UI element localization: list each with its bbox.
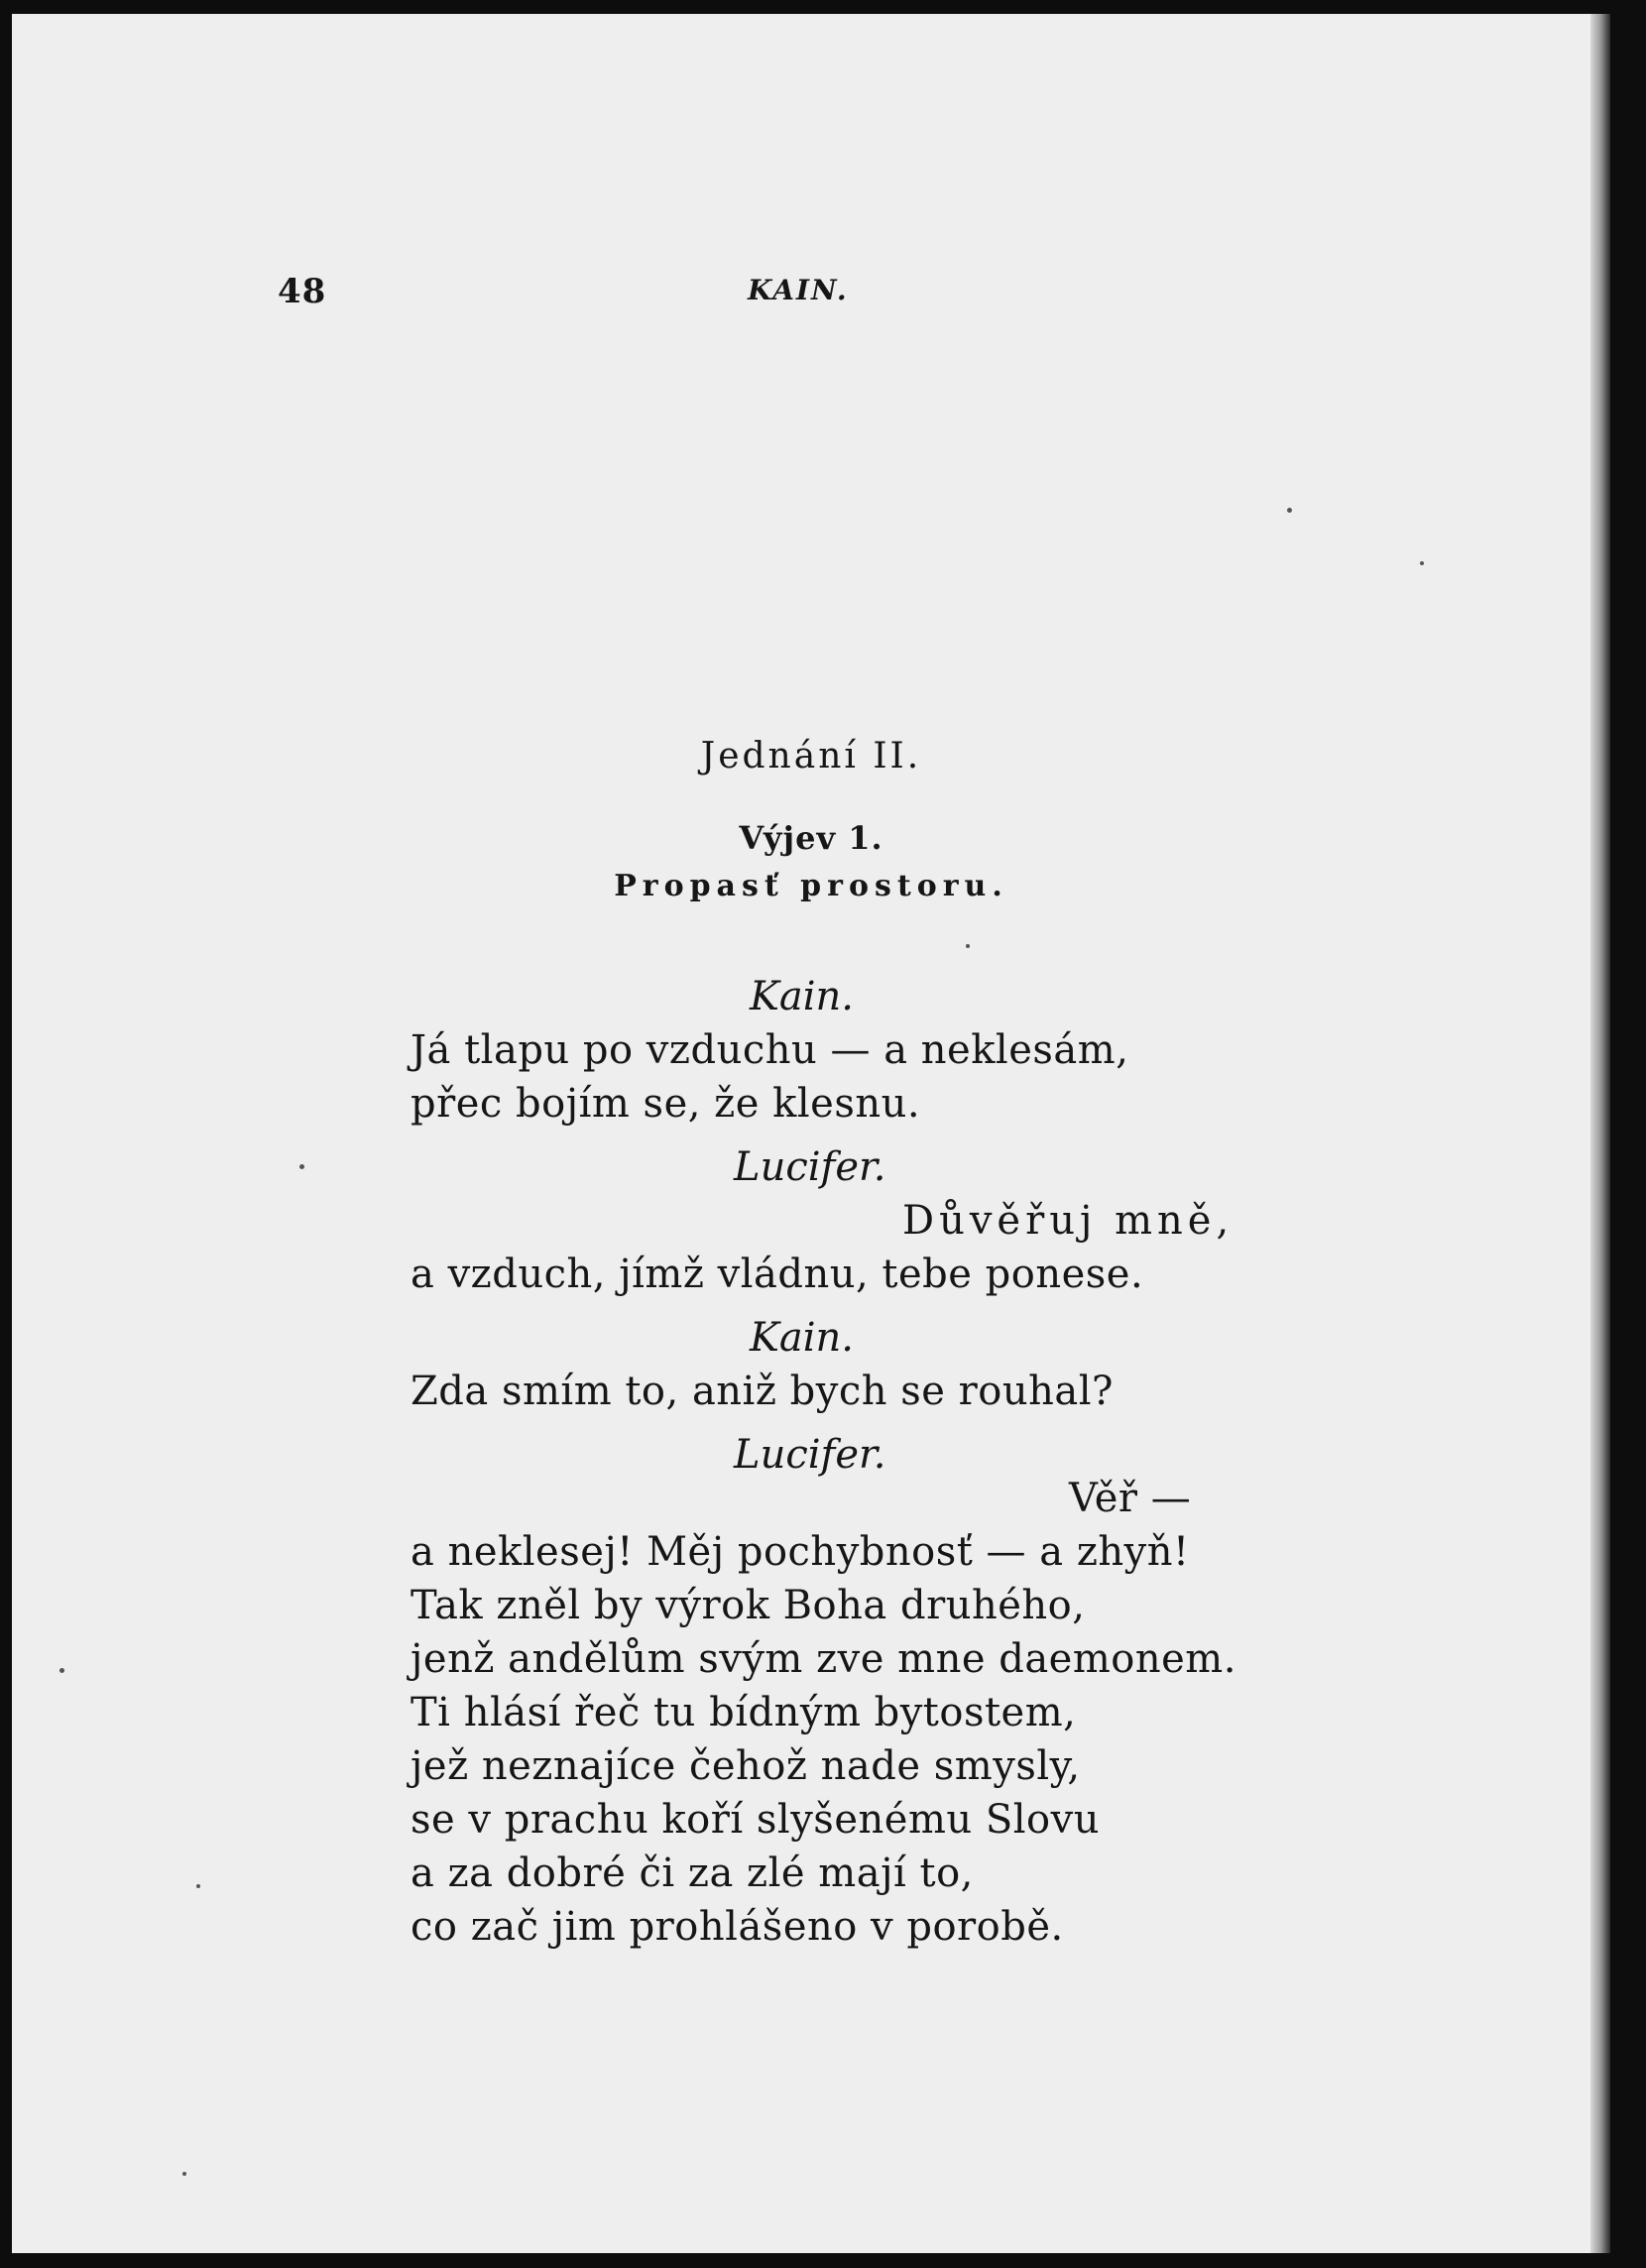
scene-setting: Propasť prostoru. [614, 869, 1008, 903]
verse-line: a vzduch, jímž vládnu, tebe ponese. [411, 1252, 1144, 1297]
act-heading: Jednání II. [700, 736, 922, 776]
paper-speck [59, 1668, 64, 1673]
verse-line: jenž andělům svým zve mne daemonem. [411, 1636, 1236, 1682]
verse-line: Důvěřuj mně, [902, 1198, 1234, 1244]
paper-speck [196, 1884, 200, 1888]
paper-speck [966, 944, 970, 948]
verse-line: a neklesej! Měj pochybnosť — a zhyň! [411, 1529, 1190, 1575]
running-title: KAIN. [748, 274, 849, 306]
verse-line: co zač jim prohlášeno v porobě. [411, 1904, 1064, 1950]
scene-heading: Výjev 1. [739, 819, 883, 857]
verse-line: a za dobré či za zlé mají to, [411, 1850, 974, 1896]
page-gutter-shadow [1590, 14, 1610, 2253]
verse-line: Tak zněl by výrok Boha druhého, [411, 1583, 1086, 1628]
verse-line: se v prachu koří slyšenému Slovu [411, 1797, 1100, 1843]
verse-line: jež neznajíce čehož nade smysly, [411, 1743, 1081, 1789]
verse-line: Ti hlásí řeč tu bídným bytostem, [411, 1690, 1077, 1735]
verse-line: Věř — [1069, 1476, 1192, 1521]
paper-speck [1287, 508, 1292, 513]
book-page [12, 14, 1610, 2253]
speaker-name: Kain. [750, 1315, 854, 1361]
paper-speck [299, 1164, 304, 1169]
speaker-name: Kain. [750, 974, 854, 1019]
speaker-name: Lucifer. [734, 1144, 886, 1190]
paper-speck [1420, 561, 1424, 565]
speaker-name: Lucifer. [734, 1432, 886, 1478]
page-number: 48 [278, 272, 327, 311]
verse-line: přec bojím se, že klesnu. [411, 1081, 921, 1127]
verse-line: Zda smím to, aniž bych se rouhal? [411, 1369, 1114, 1414]
paper-speck [182, 2172, 186, 2176]
verse-line: Já tlapu po vzduchu — a neklesám, [411, 1027, 1129, 1073]
